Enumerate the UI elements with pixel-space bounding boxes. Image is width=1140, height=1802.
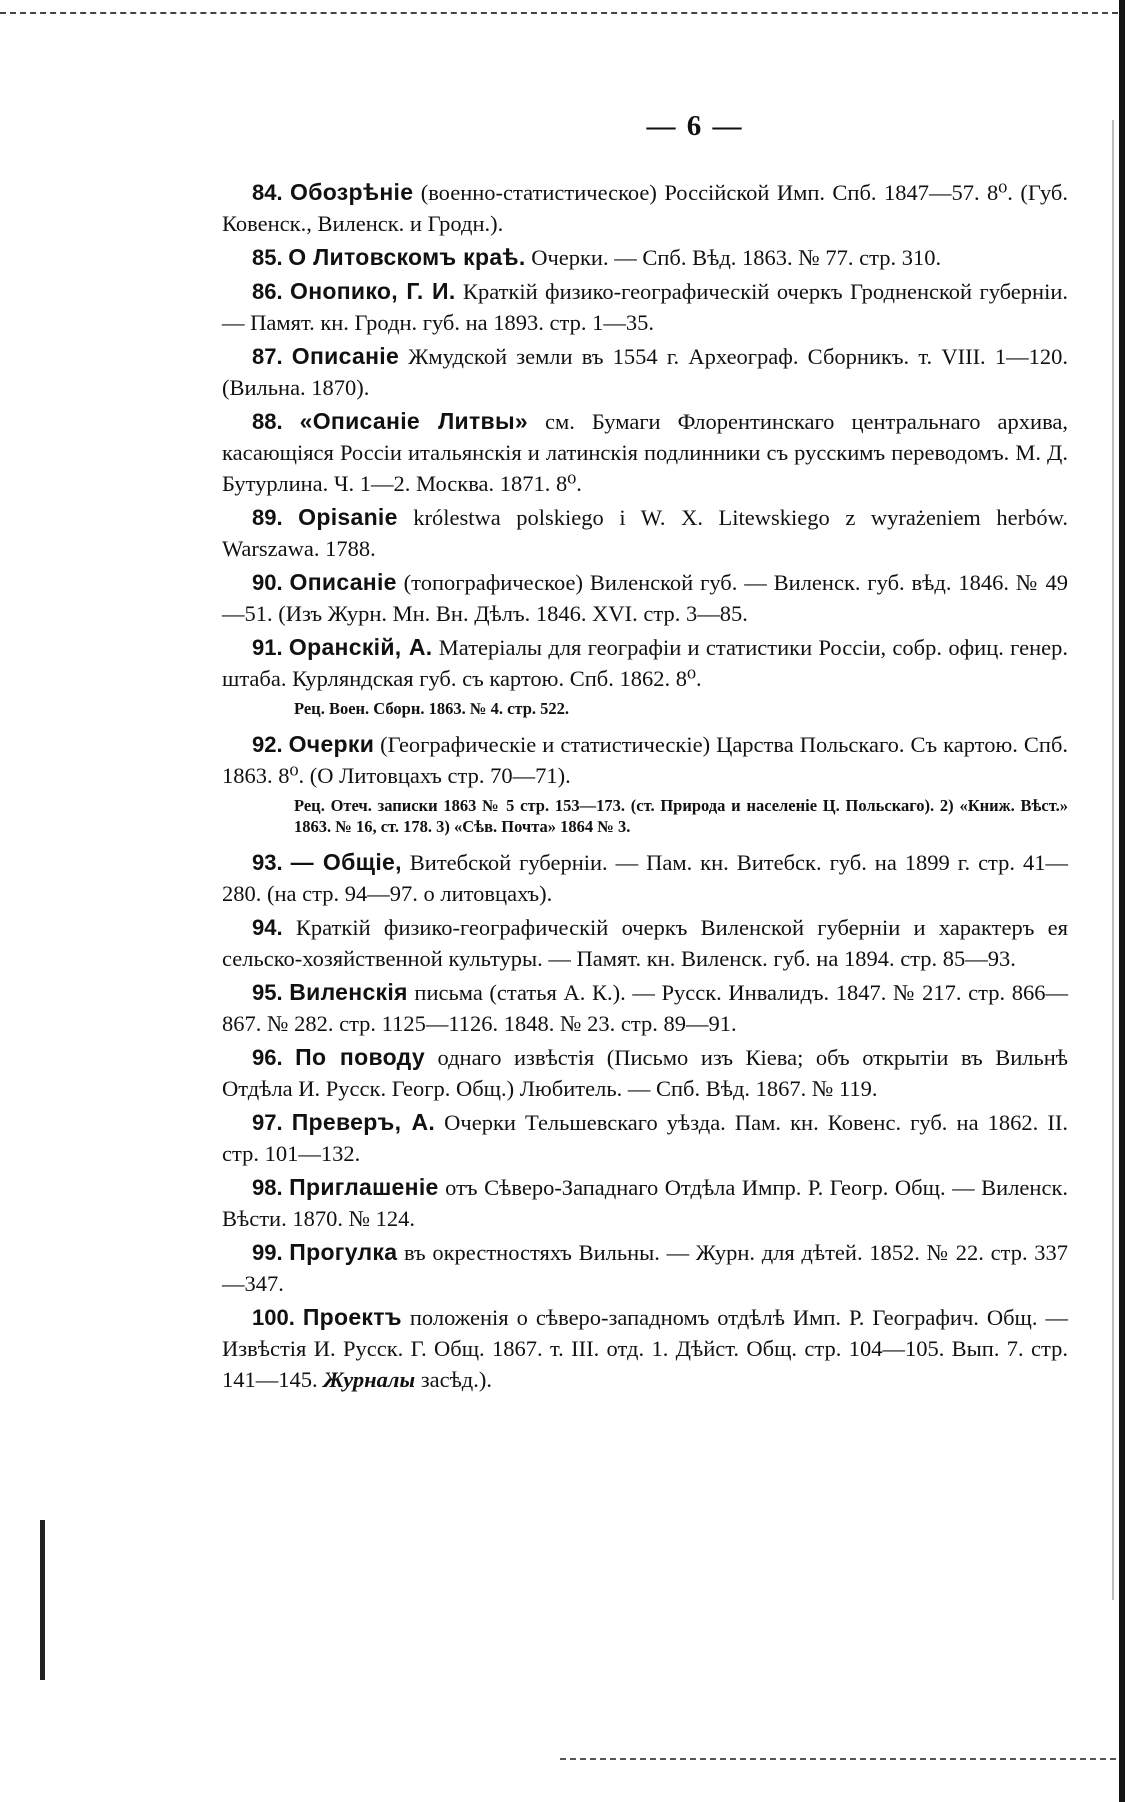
entry-text: Жмудской земли въ 1554 г. Археограф. Сборникъ. т. VIII. 1—120. (Вильна. 1870). [222,344,1069,400]
entry-text: królestwa polskiego i W. X. Litewskiego z wyrażeniem herbów. Warszawa. 1788. [222,505,1069,561]
entry-heading: «Описаніе Литвы» [299,408,529,434]
entry-text: письма (статья А. К.). — Русск. Инвалидъ. 1847. № 217. стр. 866—867. № 282. стр. 1125—1126. 1848. № 23. стр. 89—91. [222,980,1068,1036]
entry-text: Краткій физико-географическій очеркъ Гродненской губерніи. — Памят. кн. Гродн. губ. на 1893. стр. 1—35. [222,279,1069,335]
bibliography-entry [222,567,1068,629]
bibliography-entry [222,1237,1068,1299]
entry-heading: Очерки [288,731,375,757]
page-edge-shadow [1119,0,1125,1802]
entry-number: 97. [252,1110,283,1135]
entry-number: 99. [252,1240,283,1265]
entry-number: 88. [252,409,283,434]
entry-text: см. Бумаги Флорентинскаго центральнаго архива, касающіяся Россіи итальянскія и латинскія подлинники съ русскимъ переводомъ. М. Д. Бутурлина. Ч. 1—2. Москва. 1871. 8⁰. [222,409,1069,496]
bibliography-entry [222,847,1068,909]
entry-heading: Описаніе [291,343,400,369]
entry-number: 89. [252,505,283,530]
scan-ink-mark [40,1520,45,1680]
page-edge-line [1112,120,1114,1600]
entry-number: 91. [252,635,283,660]
entry-text: однаго извѣстія (Письмо изъ Кіева; объ открытіи въ Вильнѣ Отдѣла И. Русск. Геогр. Общ.) Любитель. — Спб. Вѣд. 1867. № 119. [222,1045,1069,1101]
page-number: — 6 — [646,110,744,142]
entry-heading: Оранскій, А. [288,634,433,660]
entry-number: 84. [252,180,283,205]
entry-text: Матеріалы для географіи и статистики Россіи, собр. офиц. генер. штаба. Курляндская губ. съ картою. Спб. 1862. 8⁰. [222,635,1069,691]
entry-number: 85. [252,245,283,270]
bibliography-entry [222,177,1068,239]
bibliography-entry [222,276,1068,338]
entry-number: 92. [252,732,283,757]
entry-text: Очерки Тельшевскаго уѣзда. Пам. кн. Ковенс. губ. на 1862. II. стр. 101—132. [222,1110,1068,1166]
bibliography-entry [222,1302,1068,1395]
entry-heading: Виленскія [289,979,408,1005]
entry-text: въ окрестностяхъ Вильны. — Журн. для дѣтей. 1852. № 22. стр. 337—347. [222,1240,1069,1296]
bibliography-entry [222,242,1068,273]
bibliography-entry [222,341,1068,403]
entry-text: Витебской губерніи. — Пам. кн. Витебск. губ. на 1899 г. стр. 41—280. (на стр. 94—97. о литовцахъ). [222,850,1069,906]
entry-number: 90. [252,570,283,595]
entry-number: 86. [252,279,283,304]
review-note: Рец. Отеч. записки 1863 № 5 стр. 153—173. (ст. Природа и населеніе Ц. Польскаго). 2) «Книж. Вѣст.» 1863. № 16, ст. 178. 3) «Сѣв. Почта» 1864 № 3. [294,796,1068,836]
bibliography-entry [222,729,1068,791]
entry-heading: Opisanie [298,504,398,530]
entry-tail-text: засѣд.). [415,1367,492,1392]
bibliography-entry [222,632,1068,694]
top-dashed-rule [0,12,1118,14]
entry-text: (топографическое) Виленской губ. — Виленск. губ. вѣд. 1846. № 49—51. (Изъ Журн. Мн. Вн. Дѣлъ. 1846. XVI. стр. 3—85. [222,570,1069,626]
entry-text: Очерки. — Спб. Вѣд. 1863. № 77. стр. 310. [525,245,942,270]
entry-number: 87. [252,344,283,369]
entry-number: 93. [252,850,283,875]
entry-heading: Обозрѣніе [290,179,414,205]
entry-number: 96. [252,1045,283,1070]
entry-number: 98. [252,1175,283,1200]
bibliography-entry [222,1107,1068,1169]
bibliography-entry [222,912,1068,974]
entry-heading: Преверъ, А. [291,1109,436,1135]
entry-number: 100. [252,1305,295,1330]
entry-heading: — Общіе, [290,849,402,875]
entry-text: (военно-статистическое) Россійской Имп. Спб. 1847—57. 8⁰. (Губ. Ковенск., Виленск. и Гродн.). [222,180,1069,236]
entry-number: 95. [252,980,283,1005]
entry-heading: Приглашеніе [289,1174,439,1200]
entry-heading: Проектъ [302,1304,402,1330]
entry-number: 94. [252,915,283,940]
bottom-dashed-rule [560,1758,1116,1760]
review-note: Рец. Воен. Сборн. 1863. № 4. стр. 522. [294,699,569,718]
bibliography-entry [222,502,1068,564]
entry-text: положенія о сѣверо-западномъ отдѣлѣ Имп. Р. Географич. Общ. — Извѣстія И. Русск. Г. Общ. 1867. т. III. отд. 1. Дѣйст. Общ. стр. 104—105. Вып. 7. стр. 141—145. [222,1305,1068,1392]
entry-heading: Онопико, Г. И. [290,278,456,304]
bibliography-entry [222,1172,1068,1234]
entry-heading: По поводу [295,1044,425,1070]
bibliography-entry [222,977,1068,1039]
bibliography-list [222,177,1068,1395]
entry-heading: Прогулка [289,1239,398,1265]
entry-text: (Географическіе и статистическіе) Царства Польскаго. Съ картою. Спб. 1863. 8⁰. (О Литовцахъ стр. 70—71). [222,732,1069,788]
page-body [222,110,1068,1398]
bibliography-entry [222,1042,1068,1104]
entry-text: Краткій физико-географическій очеркъ Виленской губерніи и характеръ ея сельско-хозяйственной культуры. — Памят. кн. Виленск. губ. на 1894. стр. 85—93. [222,915,1069,971]
entry-italic-text: Журналы [317,1367,416,1392]
entry-heading: Описаніе [289,569,397,595]
entry-text: отъ Сѣверо-Западнаго Отдѣла Импр. Р. Геогр. Общ. — Виленск. Вѣсти. 1870. № 124. [222,1175,1068,1231]
bibliography-entry [222,406,1068,499]
entry-heading: О Литовскомъ краѣ. [288,244,526,270]
